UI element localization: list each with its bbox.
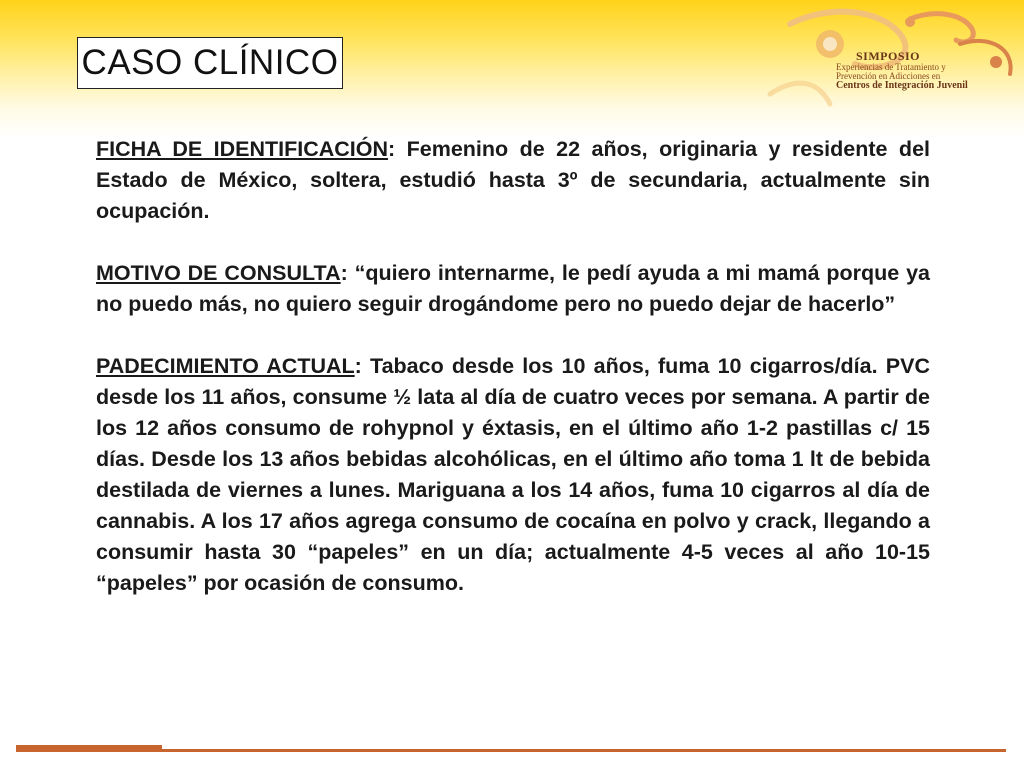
logo-line-3: Centros de Integración Juvenil (836, 80, 968, 92)
case-content (96, 134, 930, 630)
logo-line-2: Prevención en Adicciones en (836, 71, 941, 82)
section-label: MOTIVO DE CONSULTA (96, 261, 341, 285)
bottom-accent-bar (16, 745, 162, 752)
section-label: FICHA DE IDENTIFICACIÓN (96, 137, 389, 161)
section-motivo (96, 258, 930, 320)
logo-line-1: Experiencias de Tratamiento y (836, 61, 946, 72)
section-identificacion (96, 134, 930, 227)
bottom-divider (160, 749, 1006, 752)
section-text: : Femenino de 22 años, originaria y residente del Estado de México, soltera, estudió hasta 3º de secundaria, actualmente sin ocupación. (96, 137, 930, 223)
title-box (77, 37, 343, 89)
section-text: : Tabaco desde los 10 años, fuma 10 cigarros/día. PVC desde los 11 años, consume ½ lata al día de cuatro veces por semana. A partir de los 12 años consumo de rohypnol y éxtasis, en el último año 1-2 pastillas c/ 15 días. Desde los 13 años bebidas alcohólicas, en el último año toma 1 lt de bebida destilada de viernes a lunes. Mariguana a los 14 años, fuma 10 cigarros al día de cannabis. A los 17 años agrega consumo de cocaína en polvo y crack, llegando a consumir hasta 30 “papeles” en un día; actualmente 4-5 veces al año 10-15 “papeles” por ocasión de consumo. (96, 354, 931, 595)
logo-text (836, 50, 1016, 92)
logo-simposio: SIMPOSIO (856, 49, 921, 63)
section-padecimiento (96, 351, 930, 599)
section-label: PADECIMIENTO ACTUAL (96, 354, 355, 378)
section-text: : “quiero internarme, le pedí ayuda a mi mamá porque ya no puedo más, no quiero seguir drogándome pero no puedo dejar de hacerlo” (96, 261, 930, 316)
slide-title: CASO CLÍNICO (81, 43, 339, 82)
